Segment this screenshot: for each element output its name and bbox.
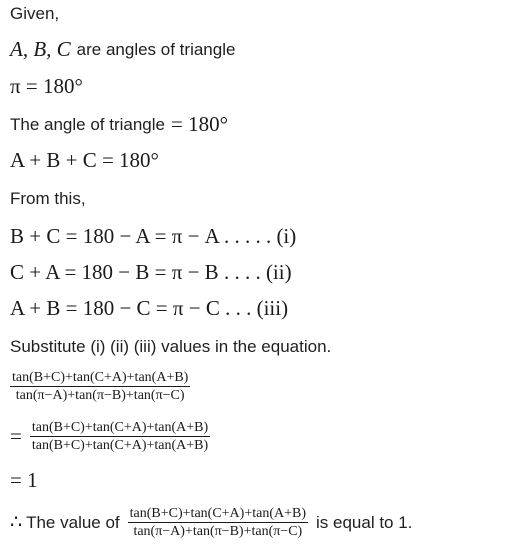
- original-fraction: [10, 370, 190, 403]
- triangle-angle-text: The angle of triangle: [10, 114, 165, 134]
- given-label: Given,: [10, 4, 60, 23]
- conclusion-result: is equal to 1.: [316, 512, 413, 532]
- equals-sign: =: [10, 424, 22, 448]
- equation-ii: C + A = 180 − B = π − B . . . . (ii): [10, 260, 292, 284]
- substitute-instruction: Substitute (i) (ii) (iii) values in the equation.: [10, 337, 332, 356]
- conclusion-intro: The value of: [26, 512, 120, 532]
- triangle-angle-value: = 180°: [171, 112, 228, 136]
- angles-description: are angles of triangle: [76, 39, 236, 59]
- fraction-numerator: tan(B+C)+tan(C+A)+tan(A+B): [129, 506, 306, 521]
- angles-statement: [10, 37, 235, 62]
- therefore-symbol: ∴: [10, 512, 23, 533]
- from-this-label: From this,: [10, 189, 86, 208]
- fraction: [128, 506, 308, 539]
- fraction-numerator: tan(B+C)+tan(C+A)+tan(A+B): [12, 370, 189, 385]
- triangle-angle-statement: [10, 112, 228, 137]
- fraction-denominator: tan(B+C)+tan(C+A)+tan(A+B): [31, 438, 209, 453]
- pi-equation: π = 180°: [10, 74, 83, 98]
- angle-sum-equation: A + B + C = 180°: [10, 148, 159, 172]
- result-equation: = 1: [10, 468, 38, 492]
- fraction: [30, 420, 210, 453]
- fraction-numerator: tan(B+C)+tan(C+A)+tan(A+B): [31, 420, 209, 435]
- substituted-fraction-line: [10, 420, 210, 453]
- fraction: [10, 370, 190, 403]
- fraction-denominator: tan(π−A)+tan(π−B)+tan(π−C): [15, 388, 185, 403]
- angle-variables: A, B, C: [10, 37, 71, 61]
- fraction-denominator: tan(π−A)+tan(π−B)+tan(π−C): [133, 524, 303, 539]
- conclusion-line: [10, 506, 412, 539]
- equation-iii: A + B = 180 − C = π − C . . . (iii): [10, 296, 289, 320]
- equation-i: B + C = 180 − A = π − A . . . . . (i): [10, 224, 297, 248]
